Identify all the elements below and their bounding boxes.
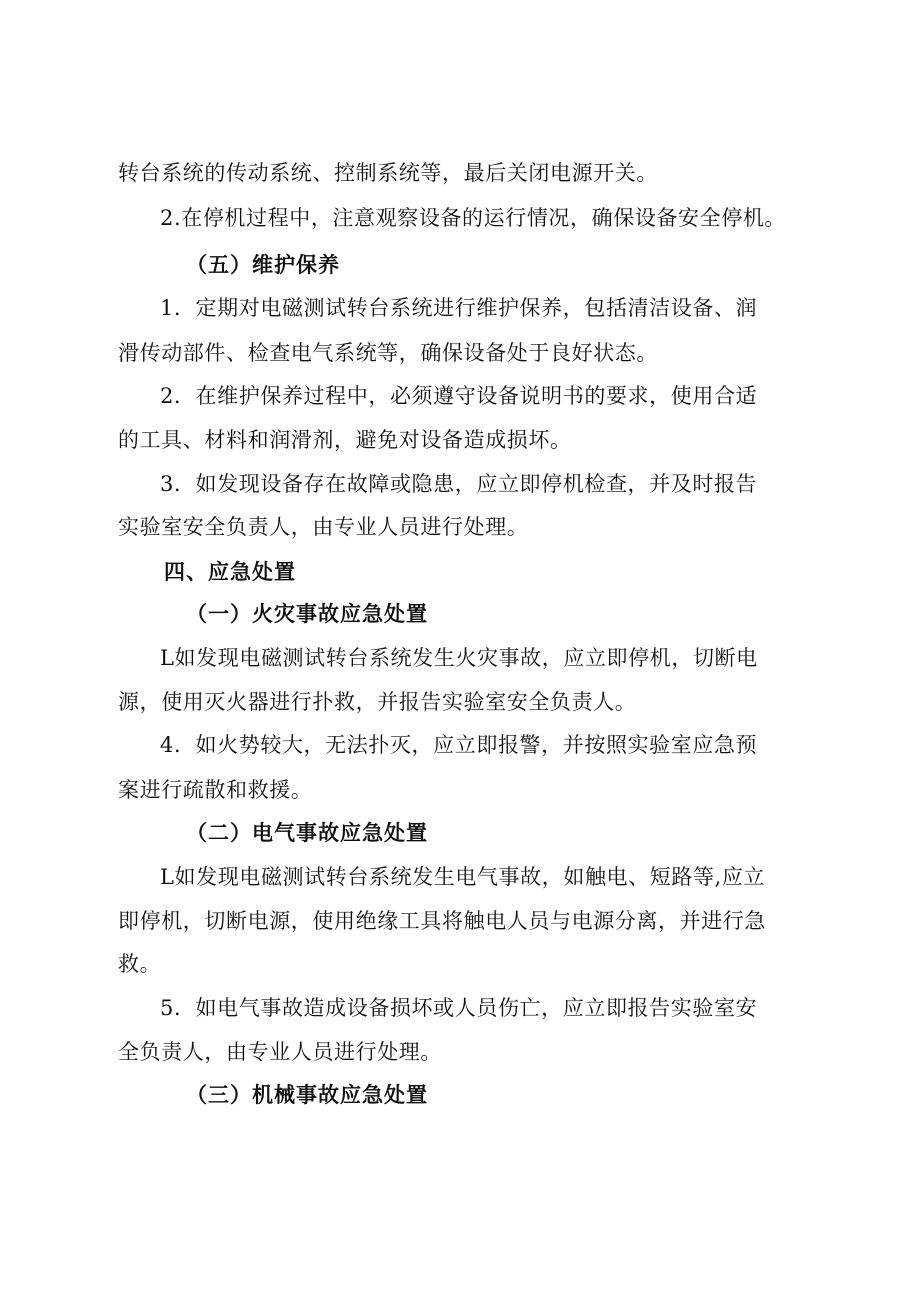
paragraph-line: 2．在维护保养过程中，必须遵守设备说明书的要求，使用合适 [160,384,758,408]
paragraph-line: L如发现电磁测试转台系统发生电气事故，如触电、短路等,应立 [160,865,766,889]
paragraph-line: 滑传动部件、检查电气系统等，确保设备处于良好状态。 [118,341,658,365]
paragraph-line: 救。 [118,952,162,976]
paragraph-line: 2.在停机过程中，注意观察设备的运行情况，确保设备安全停机。 [160,206,787,230]
paragraph-line: L如发现电磁测试转台系统发生火灾事故，应立即停机，切断电 [160,646,758,670]
section-heading-fire: （一）火灾事故应急处置 [186,602,428,626]
paragraph-line: 4．如火势较大，无法扑灭，应立即报警，并按照实验室应急预 [160,733,758,757]
paragraph-line: 3．如发现设备存在故障或隐患，应立即停机检查，并及时报告 [160,472,758,496]
section-heading-electrical: （二）电气事故应急处置 [186,821,428,845]
paragraph-line: 实验室安全负责人，由专业人员进行处理。 [118,515,529,539]
paragraph-line: 5．如电气事故造成设备损坏或人员伤亡，应立即报告实验室安 [160,996,758,1020]
paragraph-line: 案进行疏散和救援。 [118,778,313,802]
paragraph-line: 源，使用灭火器进行扑救，并报告实验室安全负责人。 [118,690,637,714]
chapter-heading-emergency: 四、应急处置 [164,560,296,584]
paragraph-line: 全负责人，由专业人员进行处理。 [118,1040,442,1064]
paragraph-line: 的工具、材料和润滑剂，避免对设备造成损坏。 [118,428,572,452]
paragraph-line: 即停机，切断电源，使用绝缘工具将触电人员与电源分离，并进行急 [118,909,766,933]
paragraph-line: 1．定期对电磁测试转台系统进行维护保养，包括清洁设备、润 [160,296,758,320]
paragraph-line: 转台系统的传动系统、控制系统等，最后关闭电源开关。 [118,161,658,185]
section-heading-mechanical: （三）机械事故应急处置 [186,1083,428,1107]
section-heading-maintenance: （五）维护保养 [186,253,340,277]
